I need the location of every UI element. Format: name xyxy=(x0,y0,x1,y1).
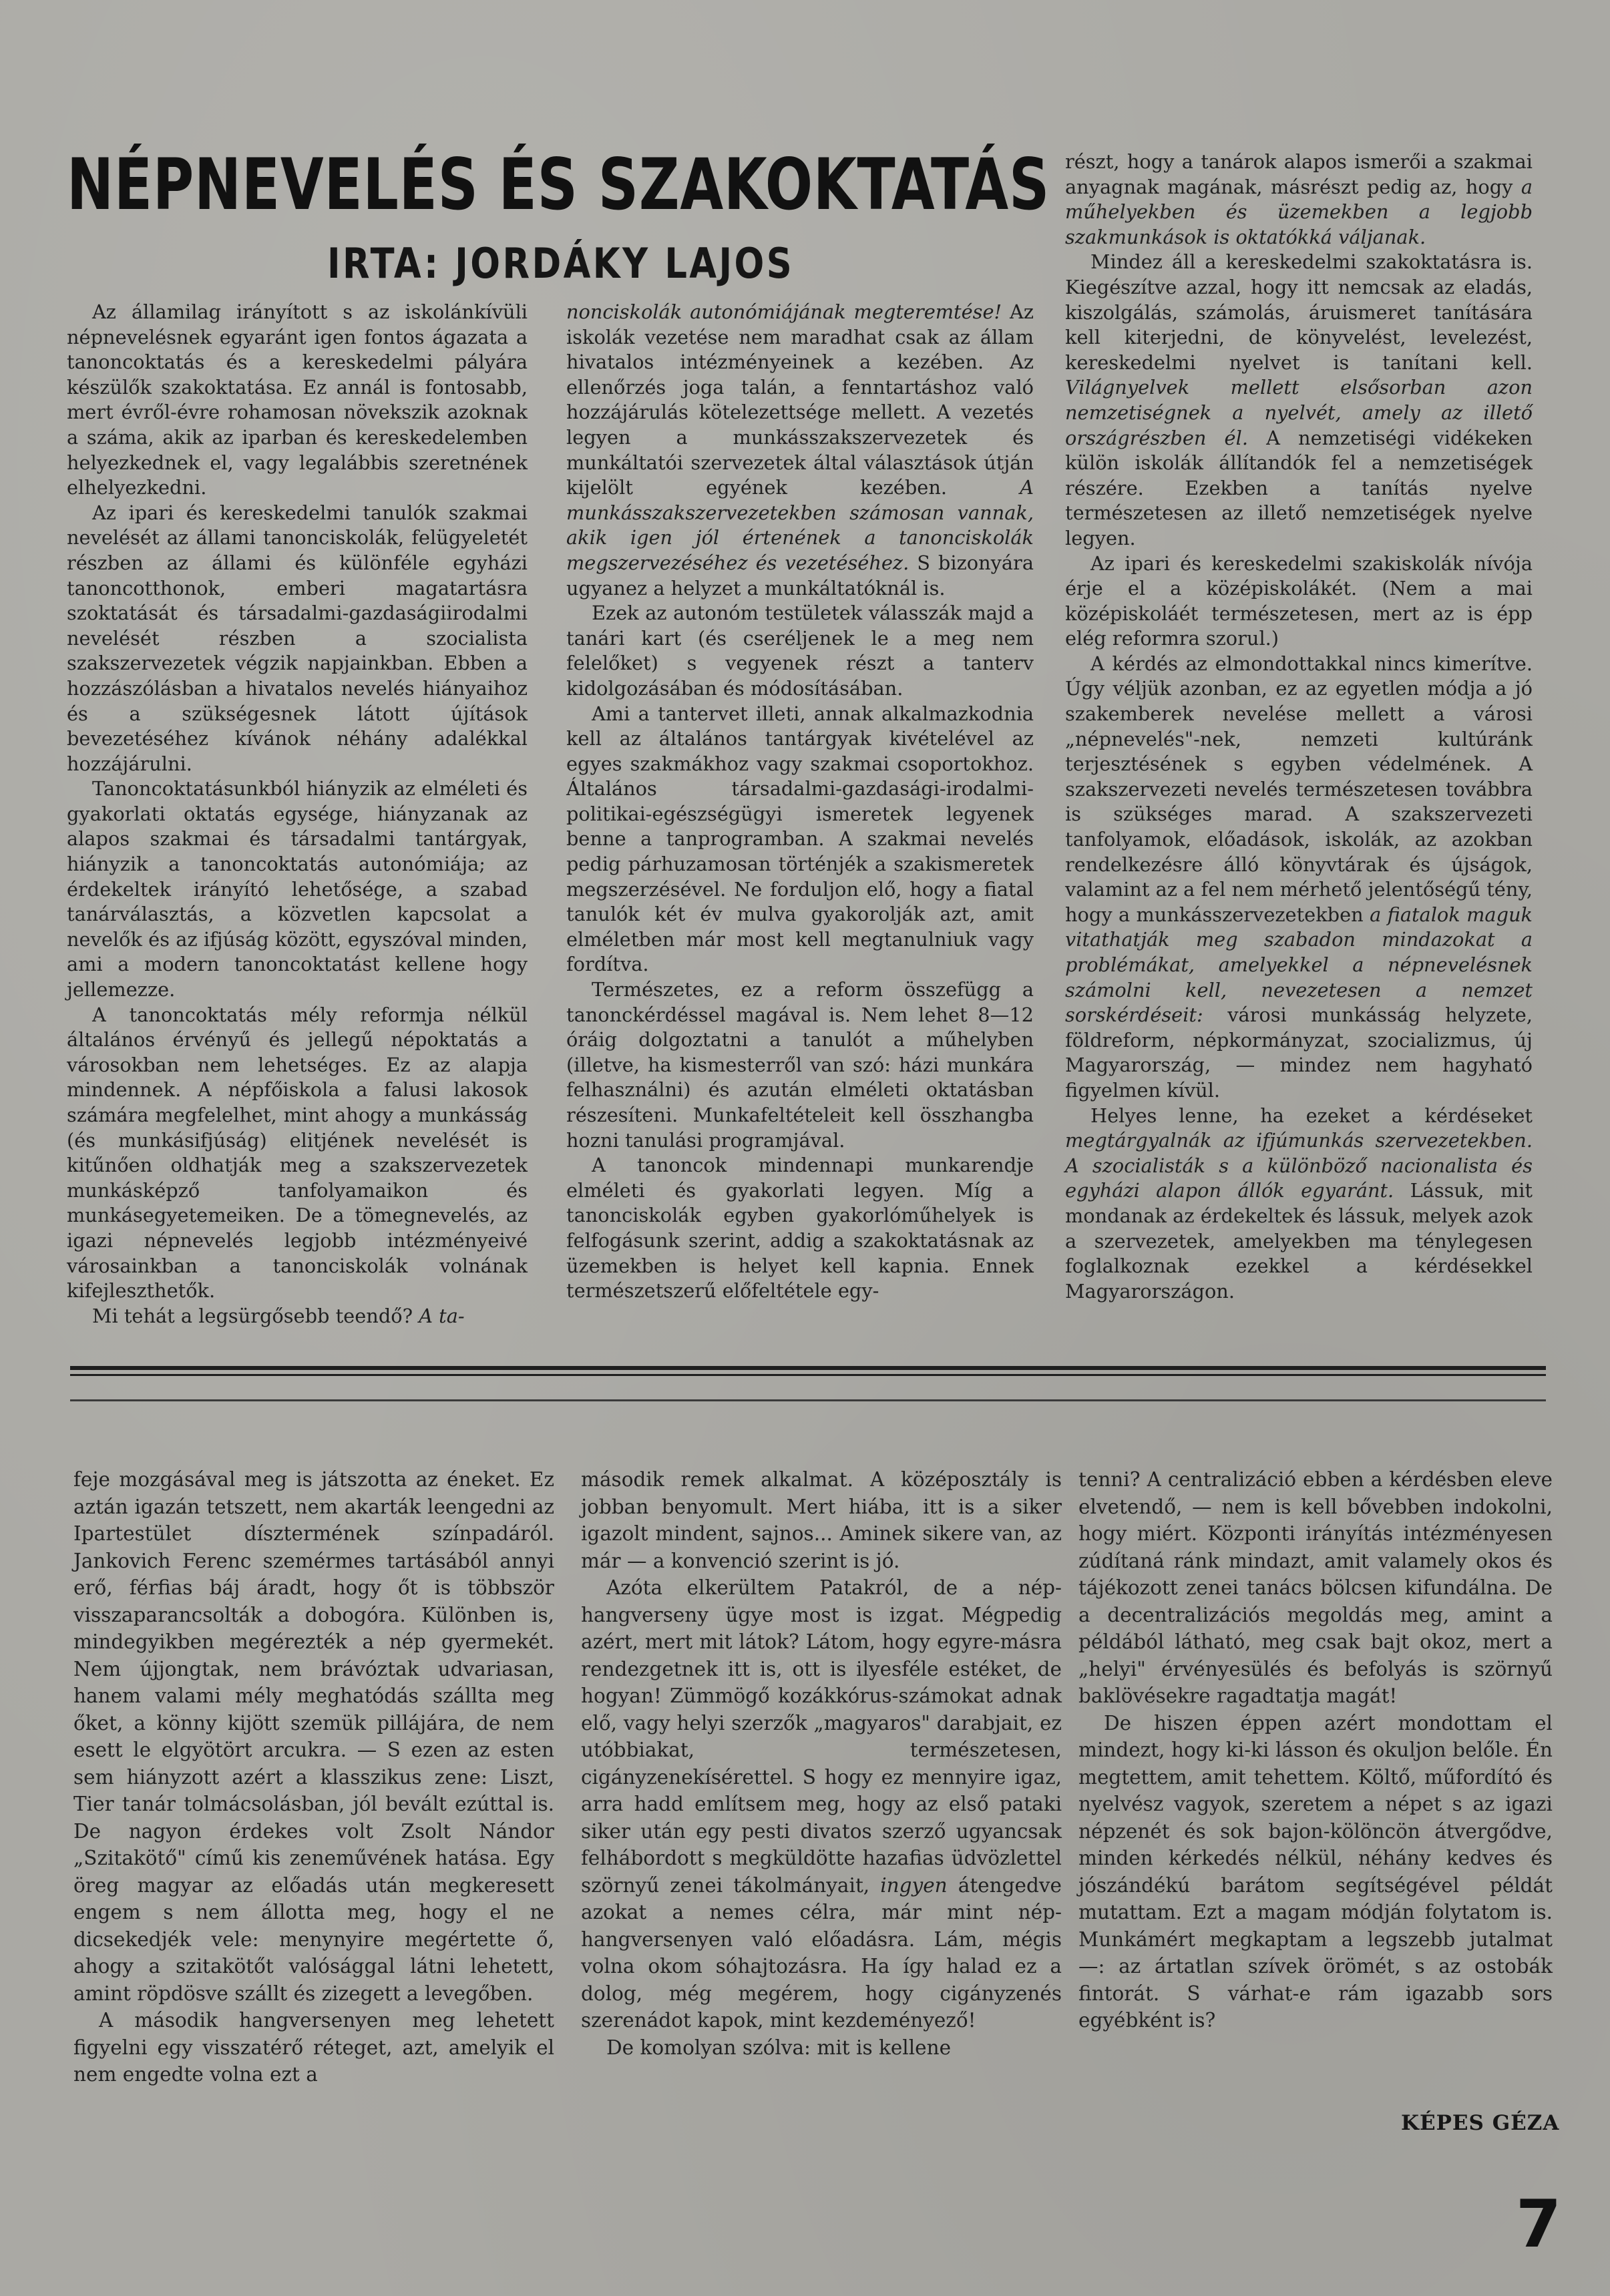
paragraph: Az ipari és kereskedelmi szakiskolák nívója érje el a középiskolákét. (Nem a mai középiskoláét természetesen, mert az is épp elég reformra szorul.) xyxy=(1065,551,1533,650)
review-column-1 xyxy=(73,1466,554,2088)
paragraph: A második hangversenyen meg lehetett figyelni egy visszatérő réteget, azt, amelyik el nem engedte volna ezt a xyxy=(73,2009,554,2086)
paragraph: A tanoncok mindennapi munkarendje elméleti és gyakorlati legyen. Míg a tanonciskolák egyben gyakorlóműhelyek is felfogásunk szerint, addig a szakoktatásnak az üzemekben is helyet kell kapnia. Ennek természetszerű előfeltétele egy- xyxy=(566,1154,1034,1303)
paragraph xyxy=(1065,1104,1533,1305)
paragraph xyxy=(67,1304,528,1329)
review-column-2 xyxy=(581,1466,1062,2061)
text-run: részt, hogy a tanárok alapos ismerői a szakmai anyagnak magának, másrészt pedig az, hogy xyxy=(1065,150,1533,198)
article-column-3 xyxy=(1065,150,1533,1304)
paragraph xyxy=(581,1574,1062,2034)
paragraph: feje mozgásával meg is játszotta az éneket. Ez aztán igazán tetszett, nem akarták leengedni az Ipartestület dísztermének színpadáról. Jankovich Ferenc szemérmes tartásából annyi erő, férfias báj áradt, hogy őt is többször visszaparancsolták a dobogóra. Különben is, mindegyikben megérezték a nép gyermekét. Nem újjongtak, nem brávóztak udvariasan, hanem valami mély meghatódás szállta meg őket, a könny kijött szemük pillájára, de nem esett le elgyötört arcukra. — S ezen az esten sem hiányzott azért a klasszikus zene: Liszt, Tier tanár tolmácsolásban, jól bevált ezúttal is. De nagyon érdekes volt Zsolt Nándor „Szitakötő" című kis zeneművének hatása. Egy öreg magyar az előadás után megkeresett engem s nem állotta meg, hogy el ne dicsekedjék vele: menynyire megértette ő, ahogy a szitakötőt valósággal látni lehetett, amint röpdösve szállt és zizegett a levegőben. xyxy=(73,1468,554,2005)
paragraph xyxy=(566,300,1034,601)
paragraph: De hiszen éppen azért mondottam el mindezt, hogy ki-ki lásson és okuljon belőle. Én megtettem, amit tehettem. Költő, műfordító és nyelvész vagyok, szeretem a népet s az igazi népzenét és sok bajon-kölöncön átvergődve, minden kérkedés nélkül, néhány kedves és jószándékú barátom segítségével példát mutattam. Ezt a magam módján folytatom is. Munkámért megkaptam a legszebb jutalmat —: az ártatlan szívek örömét, s az ostobák fintorát. S várhat-e rám igazabb sors egyébként is? xyxy=(1078,1711,1553,2032)
italic-text: A munkásszakszervezetekben számosan vannak, akik igen jól értenének a tanonciskolák megszervezéséhez és vezetéséhez. xyxy=(566,476,1034,574)
paragraph: A tanoncoktatás mély reformja nélkül általános érvényű és jellegű népoktatás a városokban nem lehetséges. Ez az alapja mindennek. A népfőiskola a falusi lakosok számára megfelelhet, mint ahogy a munkásság (és munkásifjúság) elitjének nevelését is kitűnően oldhatják meg a szakszervezetek munkásképző tanfolyamaikon és munkásegyetemeiken. De a tömegnevelés, az igazi népnevelés legjobb intézményeivé városainkban a tanonciskolák volnának kifejleszthetők. xyxy=(67,1003,528,1303)
separator-rule xyxy=(70,1374,1546,1376)
paragraph: Az ipari és kereskedelmi tanulók szakmai nevelését az állami tanonciskolák, felügyeletét részben az állami és különféle egyházi tanoncotthonok, emberi magatartásra szoktatását és társadalmi-gazdaságiirodalmi nevelését részben a szocialista szakszervezetek végzik napjainkban. Ebben a hozzászólásban a hivatalos nevelés hiányaihoz és a szükségesnek látott újítások bevezetéséhez kívánok néhány adalékkal hozzájárulni. xyxy=(67,501,528,775)
text-run: Az iskolák vezetése nem maradhat csak az állam hivatalos intézményeinek a kezében. Az ellenőrzés joga talán, a fenntartáshoz való hozzájárulás kötelezettsége mellett. A vezetés legyen a munkásszakszervezetek és munkáltatói szervezetek által választások útján kijelölt egyének kezében. xyxy=(566,300,1034,499)
paragraph xyxy=(1065,652,1533,1104)
paragraph xyxy=(1065,150,1533,250)
text-run: Lássuk, mit mondanak az érdekeltek és lássuk, melyek azok a szervezetek, amelyekben ma ténylegesen foglalkoznak ezekkel a kérdésekkel Magyarországon. xyxy=(1065,1179,1533,1303)
italic-text: megtárgyalnák az ifjúmunkás szervezetekben. A szocialisták s a különböző nacionalista és egyházi alapon állók egyaránt. xyxy=(1065,1129,1533,1202)
paragraph: Ami a tantervet illeti, annak alkalmazkodnia kell az általános tantárgyak kivételével az egyes szakmákhoz vagy szakmai csoportokhoz. Általános társadalmi-gazdasági-irodalmi-politikai-egészségügyi ismeretek legyenek benne a tanprogramban. A szakmai nevelés pedig párhuzamosan történjék a szakismeretek megszerzésével. Ne forduljon elő, hogy a fiatal tanulók két év mulva gyakorolják azt, amit elméletben már most kell megtanulniuk vagy fordítva. xyxy=(566,702,1034,976)
page-number: 7 xyxy=(1516,2187,1562,2263)
article-column-2 xyxy=(566,300,1034,1304)
paragraph: második remek alkalmat. A középosztály is jobban benyomult. Mert hiába, itt is a siker igazolt mindent, sajnos... Aminek sikere van, az már — a konvenció szerint is jó. xyxy=(581,1468,1062,1572)
text-run: Azóta elkerültem Patakról, de a nép-hangverseny ügye most is izgat. Mégpedig azért, mert mit látok? Látom, hogy egyre-másra rendezgetnek itt is, ott is ilyesféle estéket, de hogyan! Zümmögő kozákkórus-számokat adnak elő, vagy helyi szerzők „magyaros" darabjait, ez utóbbiakat, természetesen, cigányzenekísérettel. S hogy ez mennyire igaz, arra hadd említsem meg, hogy az első pataki siker után egy pesti divatos szerző ugyancsak felhábordott s megküldötte hazafias üdvözlettel szörnyű zenei tákolmányait, xyxy=(581,1576,1062,1897)
separator-rule xyxy=(70,1366,1546,1370)
text-run: átengedve azokat a nemes célra, már mint nép-hangversenyen való előadásra. Lám, mégis volna okom sóhajtozásra. Ha így halad ez a dolog, még megérem, hogy cigányzenés szerenádot kapok, mint kezdeményező! xyxy=(581,1873,1062,2032)
paragraph: Természetes, ez a reform összefügg a tanonckérdéssel magával is. Nem lehet 8—12 óráig dolgoztatni a tanulót a műhelyben (illetve, ha kismesterről van szó: házi munkára felhasználni) és azután elméleti oktatásban részesíteni. Munkafeltételeit kell összhangba hozni tanulási programjával. xyxy=(566,978,1034,1152)
italic-text: nonciskolák autonómiájának megteremtése! xyxy=(566,300,1002,323)
paragraph: De komolyan szólva: mit is kellene xyxy=(606,2036,952,2059)
paragraph: tenni? A centralizáció ebben a kérdésben eleve elvetendő, — nem is kell bővebben indokolni, hogy miért. Központi irányítás intézményesen zúdítaná ránk mindazt, amit valamely okos és tájékozott zenei tanács bölcsen kifundálna. De a decentralizációs megoldás meg, amint a példából látható, meg csak bajt okoz, mert a „helyi" érvényesülés és befolyás is szörnyű baklövésekre ragadtatja magát! xyxy=(1078,1468,1553,1707)
separator-rule xyxy=(70,1399,1546,1401)
paragraph: Tanoncoktatásunkból hiányzik az elméleti és gyakorlati oktatás egysége, hiányzanak az alapos szakmai és társadalmi tantárgyak, hiányzik a tanoncoktatás autonómiája; az érdekeltek irányító lehetősége, a szabad tanárválasztás, a közvetlen kapcsolat a nevelők és az ifjúság között, egyszóval minden, ami a modern tanoncoktatást kellene hogy jellemezze. xyxy=(67,777,528,1001)
text-run: városi munkásság helyzete, földreform, népkormányzat, szocializmus, új Magyarország, — mindez nem hagyható figyelmen kívül. xyxy=(1065,1003,1533,1102)
article-byline: IRTA: JORDÁKY LAJOS xyxy=(327,239,795,288)
text-run: A kérdés az elmondottakkal nincs kimerítve. Úgy véljük azonban, ez az egyetlen módja a jó szakemberek nevelése mellett a városi „népnevelés"-nek, nemzeti kultúránk terjesztésének s egyben védelmének. A szakszervezeti nevelés természetesen továbbra is szükséges marad. A szakszervezeti tanfolyamok, előadások, iskolák, az azokban rendelkezésre álló könyvtárak és újságok, valamint az a fel nem mérhető jelentőségű tény, hogy a munkásszervezetekben xyxy=(1065,652,1533,926)
text-run: Mindez áll a kereskedelmi szakoktatásra is. Kiegészítve azzal, hogy itt nemcsak az eladás, kiszolgálás, számolás, áruismeret tanítására kell kiterjedni, de könyvelést, levelezést, kereskedelmi nyelvet is tanítani kell. xyxy=(1065,250,1533,374)
article-column-1 xyxy=(67,300,528,1329)
italic-text: Világnyelvek mellett elsősorban azon nemzetiségnek a nyelvét, amely az illető országrészben él. xyxy=(1065,376,1533,449)
text-run: Helyes lenne, ha ezeket a kérdéseket xyxy=(1090,1104,1533,1127)
review-column-3 xyxy=(1078,1466,1553,2034)
paragraph: Az államilag irányított s az iskolánkívüli népnevelésnek egyaránt igen fontos ágazata a tanoncoktatás és a kereskedelmi pályára készülők szakoktatása. Ez annál is fontosabb, mert évről-évre rohamosan növekszik azoknak a száma, akik az iparban és kereskedelemben helyezkednek el, vagy legalábbis szeretnének elhelyezkedni. xyxy=(67,300,528,499)
text-run: Mi tehát a legsürgősebb teendő? xyxy=(92,1304,413,1327)
paragraph: Ezek az autonóm testületek válasszák majd a tanári kart (és cseréljenek le a meg nem felelőket) s vegyenek részt a tanterv kidolgozásában és módosításában. xyxy=(566,602,1034,700)
paragraph xyxy=(1065,250,1533,551)
italic-text: ingyen xyxy=(880,1873,948,1897)
italic-text: a műhelyekben és üzemekben a legjobb szakmunkások is oktatókká váljanak. xyxy=(1065,175,1533,248)
author-signature: KÉPES GÉZA xyxy=(1401,2111,1560,2135)
text-run: A nemzetiségi vidékeken külön iskolák állítandók fel a nemzetiségek részére. Ezekben a tanítás nyelve természetesen az illető nemzetiségek nyelve legyen. xyxy=(1065,426,1533,549)
italic-text: a fiatalok maguk vitathatják meg szabadon mindazokat a problémákat, amelyekkel a népnevelésnek számolni kell, nevezetesen a nemzet sorskérdéseit: xyxy=(1065,903,1533,1027)
text-run: S bizonyára ugyanez a helyzet a munkáltatóknál is. xyxy=(566,551,1034,600)
italic-text: A ta- xyxy=(419,1304,465,1327)
article-title: NÉPNEVELÉS ÉS SZAKOKTATÁS xyxy=(67,144,1050,226)
